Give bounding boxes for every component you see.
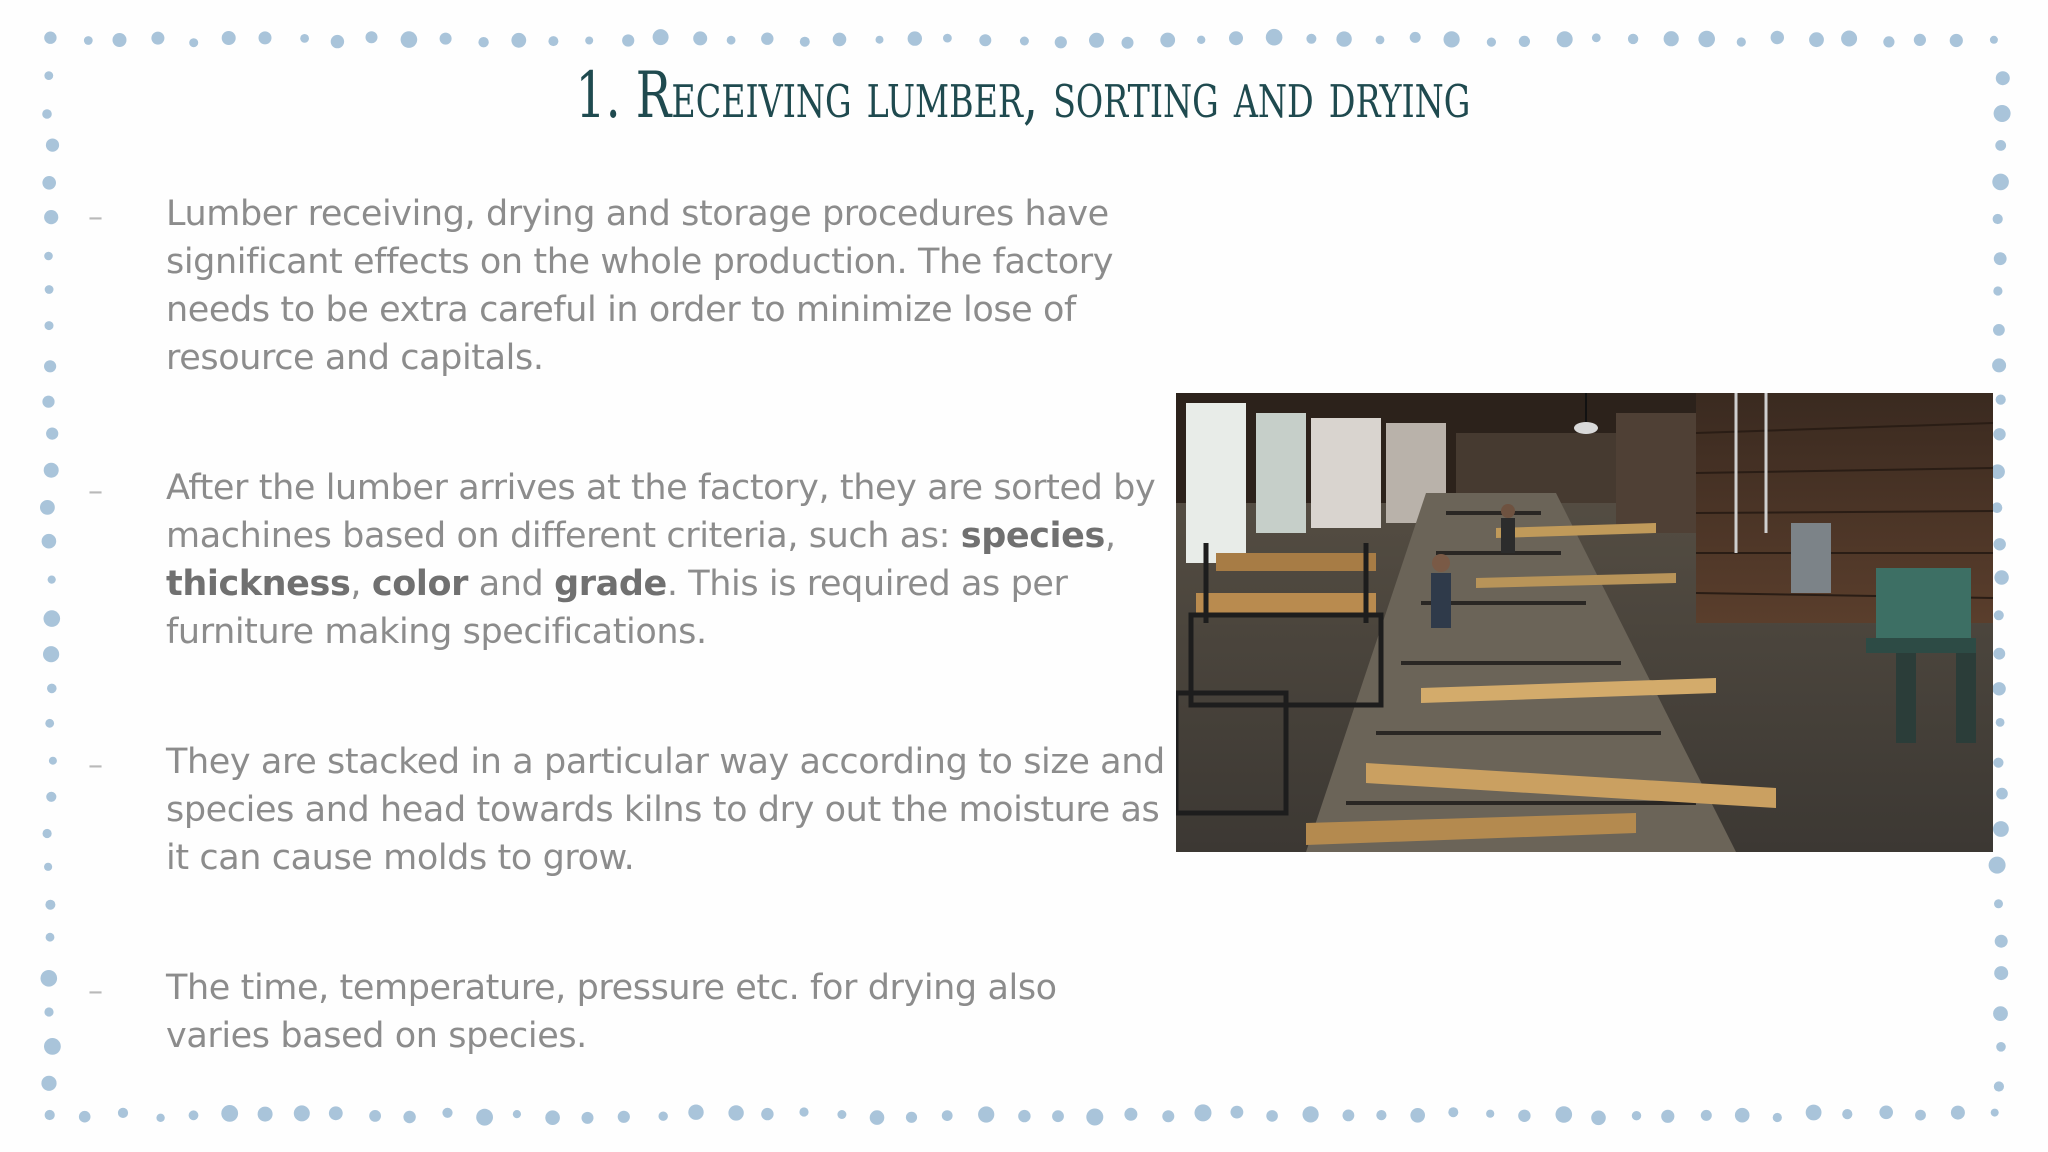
border-dot — [1996, 788, 2008, 800]
border-dot — [1996, 718, 2005, 727]
border-dot — [833, 33, 847, 47]
border-dot — [1996, 1042, 2006, 1052]
border-dot — [1195, 1104, 1212, 1121]
border-dot — [837, 1110, 846, 1119]
border-dot — [1994, 899, 2003, 908]
border-dot — [42, 109, 52, 119]
border-dot — [401, 31, 418, 48]
border-dot — [44, 1038, 61, 1055]
border-dot — [49, 757, 57, 765]
separator: , — [350, 564, 362, 604]
border-dot — [978, 1106, 994, 1122]
border-dot — [1951, 1106, 1965, 1120]
border-dot — [44, 463, 59, 478]
border-dot — [727, 36, 736, 45]
border-dot — [1809, 32, 1824, 47]
border-dot — [1992, 502, 2003, 513]
bullet-text-prefix: After the lumber arrives at the factory, they are sorted by machines based on different criteria, such as: — [166, 468, 1156, 556]
border-dot — [1993, 428, 2005, 440]
border-dot — [1950, 34, 1963, 47]
border-dot — [622, 34, 634, 46]
border-dot — [331, 35, 344, 48]
border-dot — [1992, 682, 2005, 695]
border-dot — [1020, 37, 1029, 46]
border-dot — [44, 1007, 53, 1016]
border-dot — [906, 1112, 917, 1123]
border-dot — [1122, 37, 1134, 49]
term-species: species — [960, 516, 1105, 556]
border-dot — [1993, 758, 2003, 768]
border-dot — [221, 1105, 238, 1122]
border-dot — [1883, 36, 1894, 47]
border-dot — [1162, 1110, 1174, 1122]
border-dot — [258, 1107, 273, 1122]
border-dot — [1989, 857, 2006, 874]
border-dot — [1591, 1111, 1606, 1126]
border-dot — [1773, 1113, 1782, 1122]
conjunction: and — [478, 564, 544, 604]
border-dot — [440, 33, 452, 45]
border-dot — [1343, 1110, 1355, 1122]
border-dot — [1698, 31, 1715, 48]
border-dot — [761, 33, 773, 45]
border-dot — [513, 1110, 521, 1118]
border-dot — [1661, 1110, 1674, 1123]
border-dot — [548, 36, 558, 46]
border-dot — [1915, 1110, 1926, 1121]
border-dot — [1376, 36, 1385, 45]
border-dot — [1993, 1006, 2008, 1021]
border-dot — [979, 34, 991, 46]
border-dot — [693, 31, 707, 45]
border-dot — [1994, 252, 2007, 265]
border-dot — [43, 646, 59, 662]
slide-title: 1. Receiving lumber, sorting and drying — [575, 59, 1471, 133]
border-dot — [1055, 36, 1067, 48]
border-dot — [582, 1112, 594, 1124]
border-dot — [1991, 1109, 1999, 1117]
border-dot — [1018, 1110, 1030, 1122]
border-dot — [156, 1114, 164, 1122]
bullet-marker: – — [88, 748, 103, 783]
border-dot — [1231, 1106, 1244, 1119]
border-dot — [294, 1105, 310, 1121]
border-dot — [44, 210, 58, 224]
border-dot — [118, 1108, 128, 1118]
border-dot — [1806, 1105, 1822, 1121]
border-dot — [43, 829, 52, 838]
border-dot — [1701, 1110, 1712, 1121]
border-dot — [1052, 1110, 1064, 1122]
border-dot — [1995, 935, 2008, 948]
border-dot — [300, 34, 309, 43]
border-dot — [870, 1110, 885, 1125]
bullet-text — [166, 464, 1166, 656]
border-dot — [1086, 1109, 1103, 1126]
border-dot — [1303, 1106, 1319, 1122]
border-dot — [800, 37, 810, 47]
border-dot — [585, 37, 593, 45]
border-dot — [44, 71, 53, 80]
border-dot — [1229, 31, 1243, 45]
border-dot — [44, 610, 61, 627]
border-dot — [113, 33, 127, 47]
border-dot — [42, 534, 57, 549]
border-dot — [908, 31, 922, 45]
border-dot — [44, 32, 56, 44]
border-dot — [761, 1108, 773, 1120]
border-dot — [403, 1111, 415, 1123]
border-dot — [942, 1110, 953, 1121]
border-dot — [1089, 33, 1104, 48]
border-dot — [189, 1110, 199, 1120]
border-dot — [1486, 1110, 1494, 1118]
border-dot — [1842, 1109, 1852, 1119]
border-dot — [1266, 29, 1283, 46]
border-dot — [1266, 1110, 1278, 1122]
border-dot — [1994, 538, 2006, 550]
border-dot — [511, 33, 526, 48]
border-dot — [1664, 31, 1679, 46]
border-dot — [366, 31, 378, 43]
border-dot — [1410, 32, 1421, 43]
border-dot — [45, 321, 54, 330]
border-dot — [1771, 31, 1784, 44]
border-dot — [329, 1106, 343, 1120]
border-dot — [876, 36, 884, 44]
border-dot — [41, 970, 58, 987]
bullet-text: Lumber receiving, drying and storage procedures have significant effects on the whole production. The factory needs to be extra careful in order to minimize lose of resource and capitals. — [166, 194, 1114, 378]
border-dot — [84, 36, 93, 45]
border-dot — [1993, 324, 2005, 336]
bullet-text-suffix: . This is required as per furniture making specifications. — [166, 564, 1068, 652]
border-dot — [44, 863, 52, 871]
border-dot — [1448, 1107, 1458, 1117]
border-dot — [48, 576, 56, 584]
border-dot — [1996, 395, 2006, 405]
term-thickness: thickness — [166, 564, 351, 604]
border-dot — [1914, 34, 1926, 46]
border-dot — [259, 31, 272, 44]
border-dot — [1557, 31, 1573, 47]
border-dot — [46, 792, 56, 802]
border-dot — [1556, 1106, 1573, 1123]
separator: , — [1104, 516, 1116, 556]
border-dot — [369, 1110, 381, 1122]
border-dot — [151, 32, 164, 45]
term-grade: grade — [554, 564, 667, 604]
border-dot — [1994, 1081, 2004, 1091]
bullet-marker: – — [88, 474, 103, 509]
border-dot — [618, 1111, 630, 1123]
border-dot — [46, 933, 55, 942]
border-dot — [1737, 37, 1746, 46]
border-dot — [42, 396, 54, 408]
border-dot — [1993, 821, 2009, 837]
border-dot — [222, 31, 236, 45]
border-dot — [1124, 1108, 1137, 1121]
bullet-text: They are stacked in a particular way according to size and species and head towards kilns to dry out the moisture as it can cause molds to grow. — [166, 742, 1165, 878]
border-dot — [1376, 1110, 1386, 1120]
border-dot — [1992, 174, 2009, 191]
border-dot — [1993, 286, 2002, 295]
border-dot — [1993, 214, 2003, 224]
border-dot — [1592, 33, 1601, 42]
border-dot — [1518, 1110, 1530, 1122]
border-dot — [442, 1108, 452, 1118]
border-dot — [45, 900, 55, 910]
border-dot — [1994, 966, 2008, 980]
border-dot — [45, 719, 54, 728]
border-dot — [1841, 31, 1857, 47]
term-color: color — [371, 564, 468, 604]
border-dot — [1735, 1108, 1750, 1123]
border-dot — [1336, 31, 1351, 46]
border-dot — [189, 38, 198, 47]
border-dot — [1993, 648, 2005, 660]
bullet-marker: – — [88, 974, 103, 1009]
border-dot — [478, 37, 488, 47]
border-dot — [1197, 36, 1205, 44]
border-dot — [1519, 36, 1530, 47]
border-dot — [79, 1111, 91, 1123]
bullet-text: The time, temperature, pressure etc. for drying also varies based on species. — [166, 968, 1057, 1056]
border-dot — [1994, 105, 2011, 122]
border-dot — [1994, 570, 2008, 584]
border-dot — [1632, 1111, 1641, 1120]
border-dot — [45, 285, 54, 294]
border-dot — [659, 1112, 668, 1121]
border-dot — [46, 139, 59, 152]
border-dot — [1996, 71, 2010, 85]
border-dot — [40, 500, 55, 515]
border-dot — [1992, 358, 2006, 372]
border-dot — [47, 684, 57, 694]
border-dot — [46, 428, 58, 440]
border-dot — [1990, 36, 1998, 44]
factory-photo — [1176, 393, 1993, 852]
border-dot — [1410, 1108, 1425, 1123]
border-dot — [1444, 31, 1460, 47]
border-dot — [1306, 34, 1316, 44]
border-dot — [799, 1107, 808, 1116]
border-dot — [1487, 38, 1496, 47]
border-dot — [1628, 34, 1638, 44]
border-dot — [653, 29, 669, 45]
border-dot — [728, 1105, 743, 1120]
border-dot — [42, 176, 56, 190]
border-dot — [688, 1105, 703, 1120]
border-dot — [44, 252, 53, 261]
border-dot — [1994, 610, 2004, 620]
border-dot — [476, 1109, 493, 1126]
border-dot — [1995, 140, 2006, 151]
bullet-marker: – — [88, 200, 103, 235]
border-dot — [41, 1076, 56, 1091]
border-dot — [943, 34, 952, 43]
border-dot — [44, 360, 56, 372]
border-dot — [1879, 1106, 1893, 1120]
border-dot — [45, 1110, 55, 1120]
border-dot — [545, 1110, 560, 1125]
border-dot — [1160, 33, 1175, 48]
